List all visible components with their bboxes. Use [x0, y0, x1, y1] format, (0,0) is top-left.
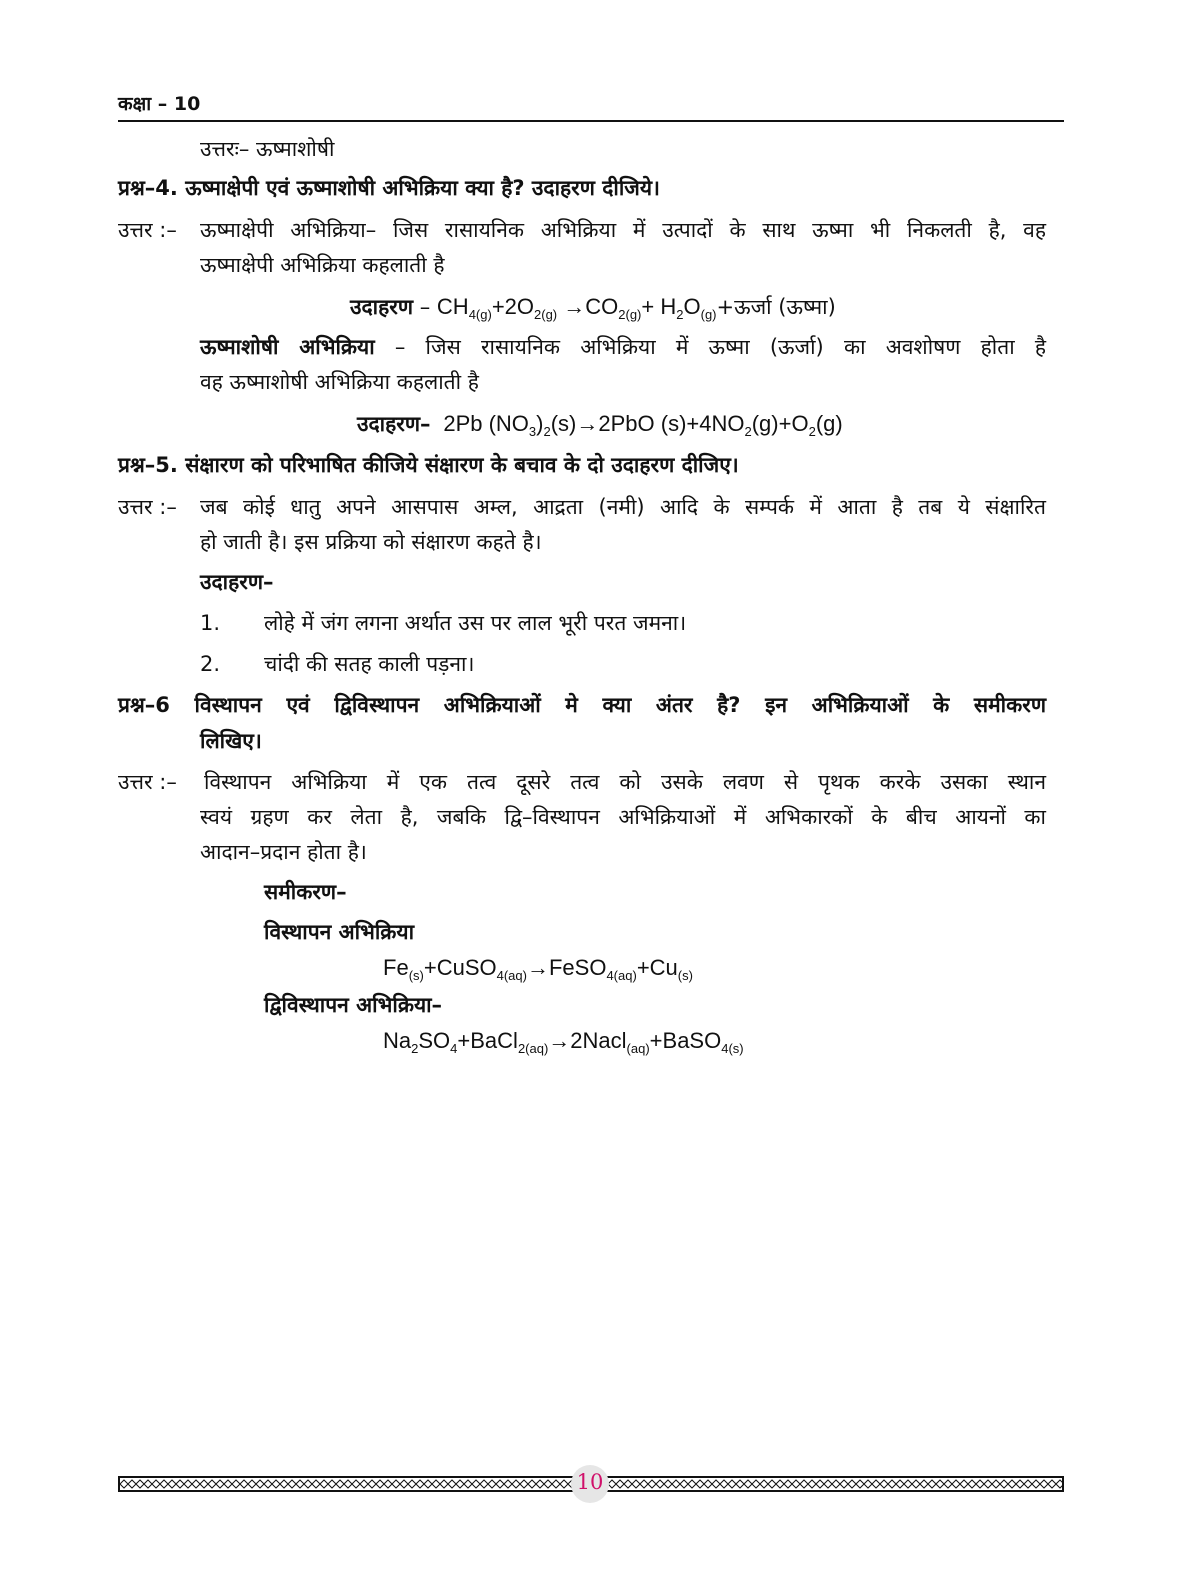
page-number-badge [571, 1465, 609, 1503]
q3-answer: उत्तरः– ऊष्माशोषी [200, 137, 335, 161]
q5-answer-label: उत्तर :– [118, 495, 177, 519]
q4-answer-label: उत्तर :– [118, 218, 177, 242]
example1-label: उदाहरण [350, 295, 414, 319]
example1-dash: – [419, 295, 431, 319]
q5-answer-line1: जब कोई धातु अपने आसपास अम्ल, आद्रता (नमी) आदि के सम्पर्क में आता है तब ये संक्षारित [200, 495, 1046, 519]
displacement-label: विस्थापन अभिक्रिया [264, 920, 415, 944]
lead-nitrate-equation: 2Pb $(NO_3)_2(s)\to 2PbO$ $(s)+4NO_2(g)+O_2(g)$ [437, 411, 843, 439]
q6-answer-label: उत्तर :– [118, 770, 177, 794]
list-item-num: 2. [200, 652, 221, 676]
list-item-num: 1. [200, 611, 221, 635]
q4-answer-line2: ऊष्माक्षेपी अभिक्रिया कहलाती है [200, 253, 445, 277]
q4-example2 [357, 411, 843, 437]
example1-tail: +ऊर्जा (ऊष्मा) [716, 295, 836, 319]
q6-answer-line3: आदान–प्रदान होता है। [200, 840, 367, 864]
q5-example-label: उदाहरण– [200, 570, 274, 594]
q4-endo-line2: वह ऊष्माशोषी अभिक्रिया कहलाती है [200, 370, 479, 394]
q6-question-line2: लिखिए। [200, 729, 262, 753]
q5-answer-line2: हो जाती है। इस प्रक्रिया को संक्षारण कहते है। [200, 530, 542, 554]
list-item: चांदी की सतह काली पड़ना। [264, 652, 475, 676]
q4-answer-line1: ऊष्माक्षेपी अभिक्रिया– जिस रासायनिक अभिक्रिया में उत्पादों के साथ ऊष्मा भी निकलती है, वह [200, 218, 1046, 242]
double-displacement-equation: $Na_2SO_4+BaCl_{2(aq)}\to 2Nacl_{(aq)}+BaSO_{4(s)}$ [383, 1028, 744, 1056]
q4-endo-line1 [200, 335, 1046, 360]
equations-label: समीकरण– [264, 880, 347, 904]
double-displacement-label: द्विविस्थापन अभिक्रिया– [264, 993, 443, 1017]
q6-question-line1: प्रश्न–6 विस्थापन एवं द्विविस्थापन अभिक्रियाओं मे क्या अंतर है? इन अभिक्रियाओं के समीकरण [118, 693, 1046, 717]
q6-answer-line2: स्वयं ग्रहण कर लेता है, जबकि द्वि–विस्थापन अभिक्रियाओं में अभिकारकों के बीच आयनों का [200, 805, 1046, 829]
page-number: 10 [576, 1470, 604, 1494]
q4-question: प्रश्न–4. ऊष्माक्षेपी एवं ऊष्माशोषी अभिक्रिया क्या है? उदाहरण दीजिये। [118, 176, 661, 200]
example2-label: उदाहरण– [357, 412, 431, 436]
methane-combustion-equation: $CH_{4(g)}+2O_{2(g)} \to CO_{2(g)}+ H_2O_{(g)}$ [436, 294, 717, 322]
list-item: लोहे में जंग लगना अर्थात उस पर लाल भूरी परत जमना। [264, 611, 687, 635]
endo-line1-rest: – जिस रासायनिक अभिक्रिया में ऊष्मा (ऊर्जा) का अवशोषण होता है [394, 335, 1046, 359]
q4-example1 [350, 294, 836, 320]
q6-answer-line1: विस्थापन अभिक्रिया में एक तत्व दूसरे तत्व को उसके लवण से पृथक करके उसका स्थान [204, 770, 1046, 794]
header-class-title: कक्षा – 10 [118, 93, 201, 115]
header-rule [118, 120, 1064, 122]
displacement-equation: $Fe_{(s)}+CuSO_{4(aq)}\to FeSO_{4(aq)}+Cu_{(s)}$ [383, 955, 693, 983]
q5-question: प्रश्न–5. संक्षारण को परिभाषित कीजिये संक्षारण के बचाव के दो उदाहरण दीजिए। [118, 453, 739, 477]
endo-term: ऊष्माशोषी अभिक्रिया [200, 335, 375, 359]
